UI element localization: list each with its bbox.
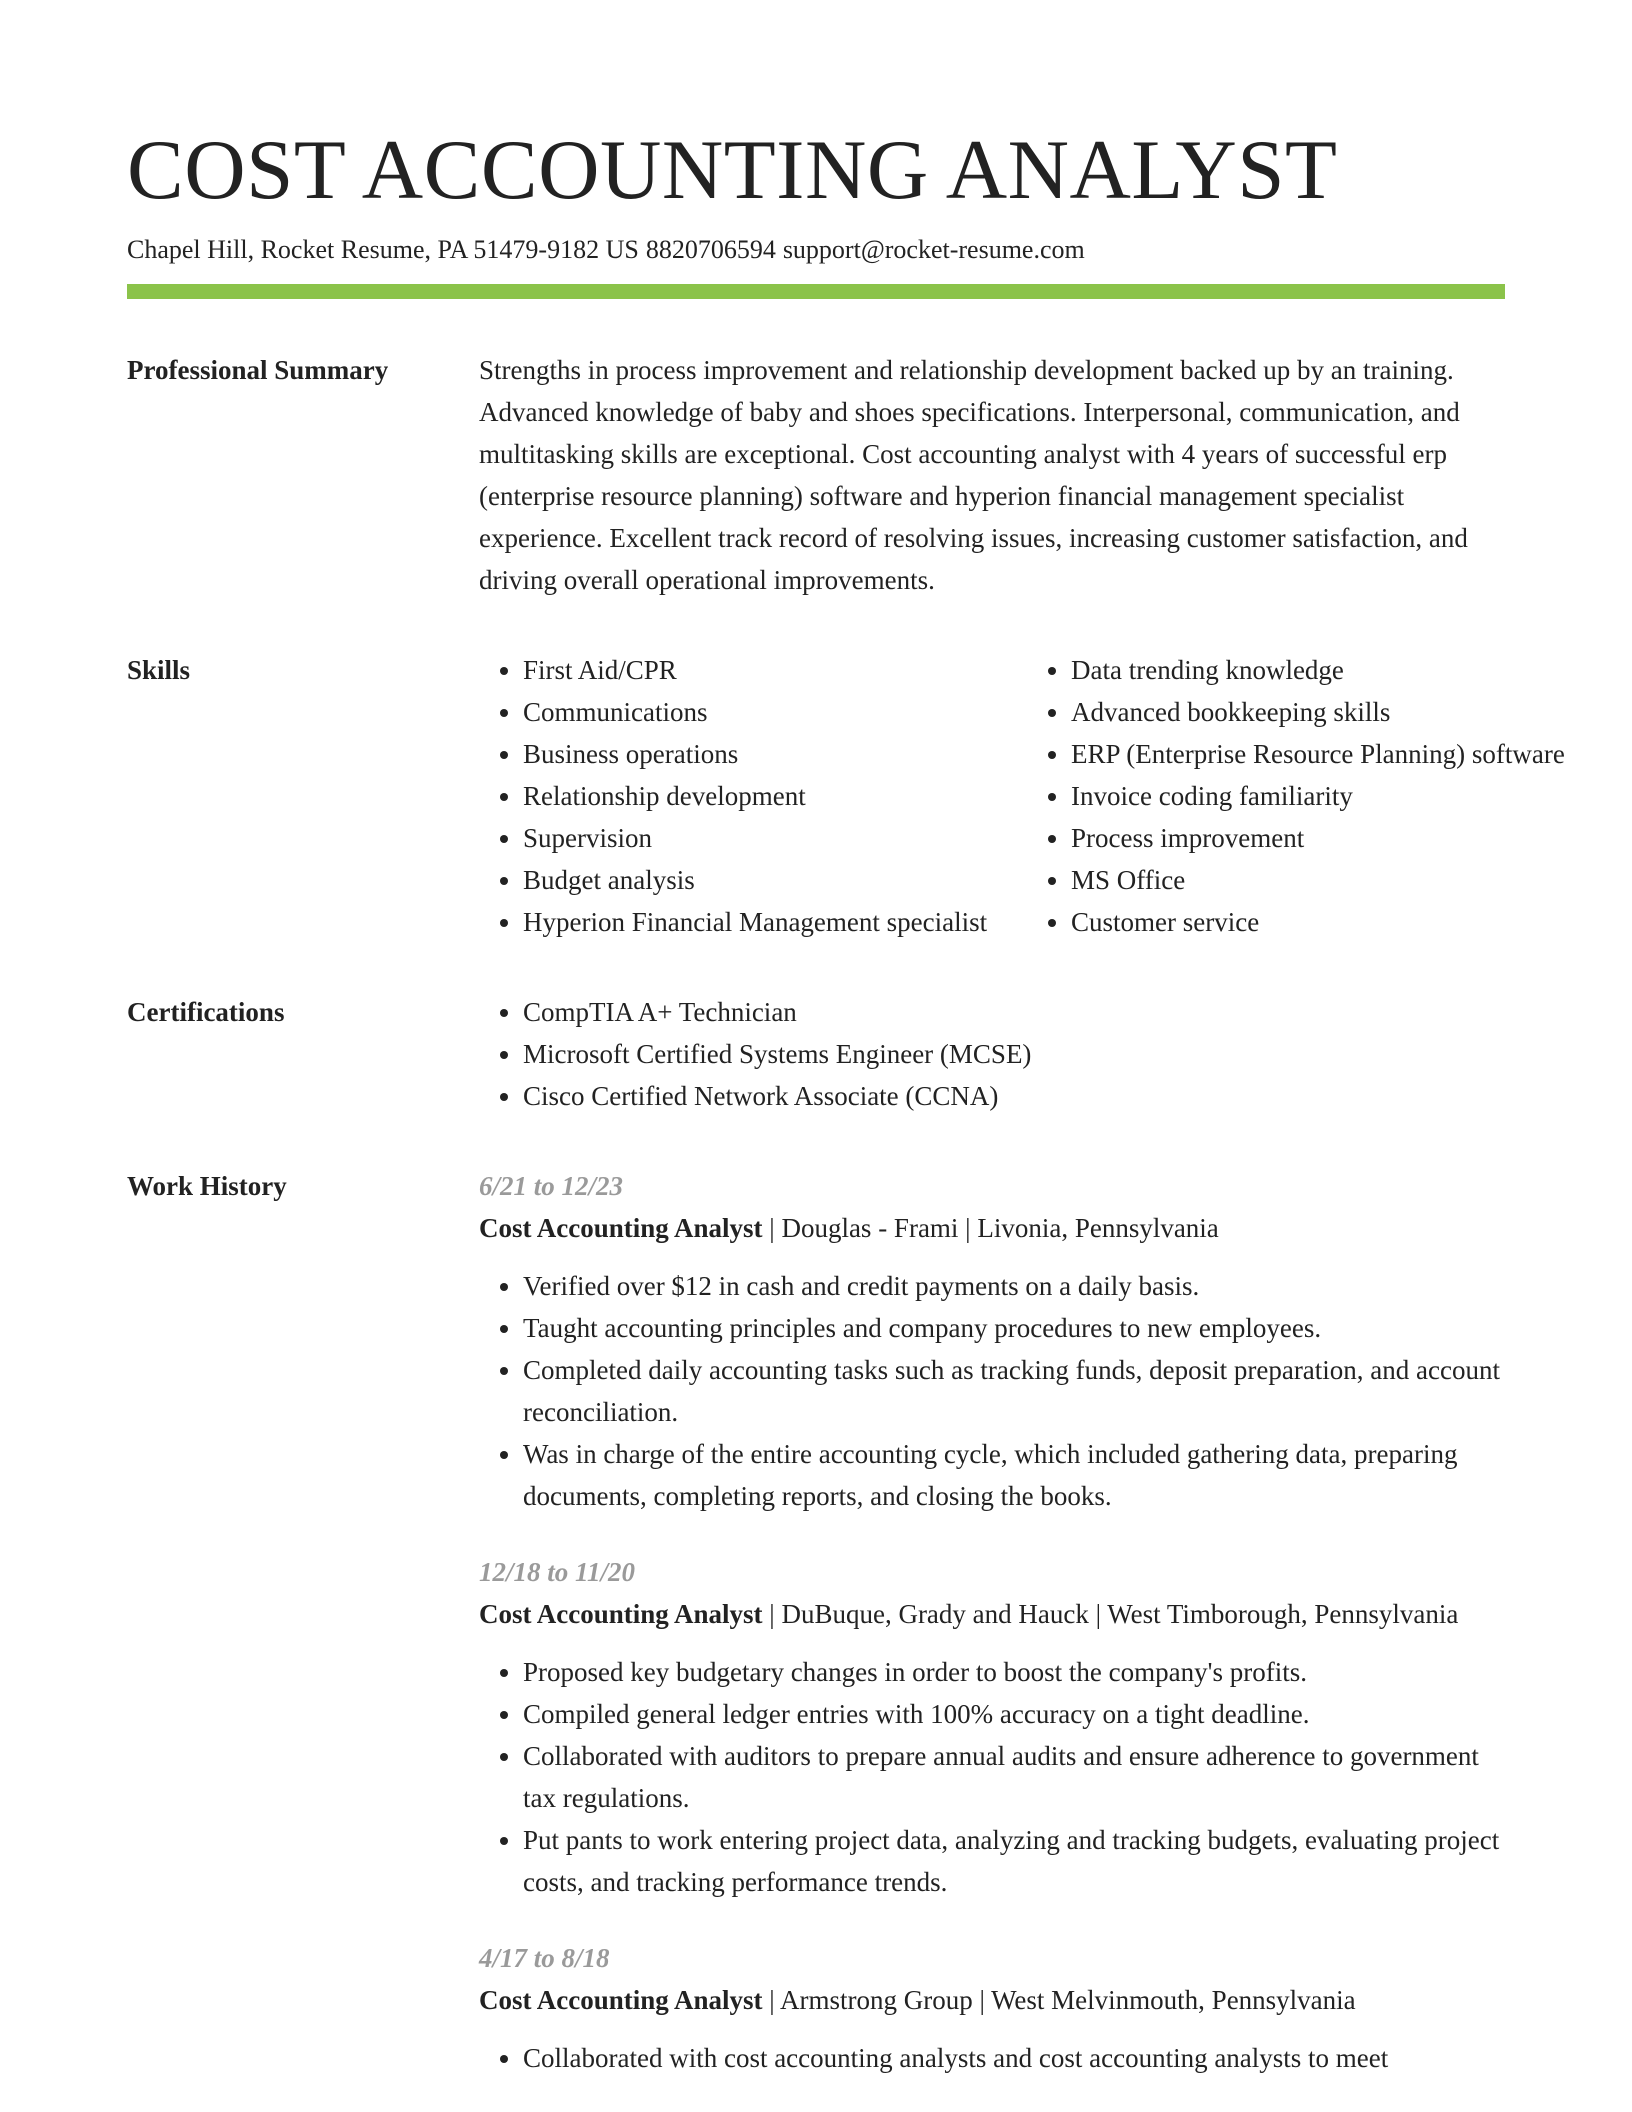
skill-item: • Communications bbox=[523, 691, 1027, 733]
job-bullet: • Was in charge of the entire accounting cycle, which included gathering data, preparing documents, completing reports, and closing the books. bbox=[523, 1433, 1505, 1517]
job-entry bbox=[479, 1551, 1505, 1903]
work-history-section bbox=[127, 1165, 1505, 2079]
skill-item: • Advanced bookkeeping skills bbox=[1071, 691, 1575, 733]
certifications-body bbox=[479, 991, 1505, 1117]
skill-item: • Process improvement bbox=[1071, 817, 1575, 859]
certification-item: • Microsoft Certified Systems Engineer (MCSE) bbox=[523, 1033, 1505, 1075]
skills-body bbox=[479, 649, 1575, 943]
skills-heading: Skills bbox=[127, 655, 191, 685]
job-bullet: • Proposed key budgetary changes in order to boost the company's profits. bbox=[523, 1651, 1505, 1693]
certifications-section bbox=[127, 991, 1505, 1117]
job-bullets bbox=[479, 1651, 1505, 1903]
certification-item: • CompTIA A+ Technician bbox=[523, 991, 1505, 1033]
skill-item: • Customer service bbox=[1071, 901, 1575, 943]
job-dates: 4/17 to 8/18 bbox=[479, 1943, 610, 1973]
skill-item: • ERP (Enterprise Resource Planning) software bbox=[1071, 733, 1575, 775]
summary-text: Strengths in process improvement and relationship development backed up by an training. Advanced knowledge of baby and shoes specifications. Interpersonal, communication, and multitasking skills are exceptional. Cost accounting analyst with 4 years of successful erp (enterprise resource planning) software and hyperion financial management specialist experience. Excellent track record of resolving issues, increasing customer satisfaction, and driving overall operational improvements. bbox=[479, 355, 1468, 595]
certifications-heading: Certifications bbox=[127, 997, 285, 1027]
certification-item: • Cisco Certified Network Associate (CCNA) bbox=[523, 1075, 1505, 1117]
job-entry bbox=[479, 1937, 1505, 2079]
job-bullet: • Compiled general ledger entries with 100% accuracy on a tight deadline. bbox=[523, 1693, 1505, 1735]
skill-item: • Budget analysis bbox=[523, 859, 1027, 901]
work-history-body bbox=[479, 1165, 1505, 2079]
job-bullet: • Collaborated with auditors to prepare annual audits and ensure adherence to government tax regulations. bbox=[523, 1735, 1505, 1819]
header-divider bbox=[127, 284, 1505, 299]
job-bullet: • Collaborated with cost accounting analysts and cost accounting analysts to meet bbox=[523, 2037, 1505, 2079]
job-bullet: • Completed daily accounting tasks such as tracking funds, deposit preparation, and account reconciliation. bbox=[523, 1349, 1505, 1433]
summary-section bbox=[127, 349, 1505, 601]
skills-section bbox=[127, 649, 1565, 943]
skill-item: • Business operations bbox=[523, 733, 1027, 775]
skill-item: • Hyperion Financial Management specialist bbox=[523, 901, 1027, 943]
job-dates: 12/18 to 11/20 bbox=[479, 1557, 636, 1587]
skill-item: • MS Office bbox=[1071, 859, 1575, 901]
job-details: | Douglas - Frami | Livonia, Pennsylvania bbox=[762, 1213, 1219, 1243]
job-title-line bbox=[479, 1979, 1505, 2021]
job-bullet: • Verified over $12 in cash and credit payments on a daily basis. bbox=[523, 1265, 1505, 1307]
contact-line bbox=[127, 232, 1505, 268]
skill-item: • Supervision bbox=[523, 817, 1027, 859]
contact-address: Chapel Hill, Rocket Resume, PA 51479-9182 US bbox=[127, 235, 639, 264]
candidate-name: COST ACCOUNTING ANALYST bbox=[127, 123, 1338, 217]
summary-body bbox=[479, 349, 1505, 601]
contact-email: support@rocket-resume.com bbox=[782, 235, 1085, 264]
skill-item: • First Aid/CPR bbox=[523, 649, 1027, 691]
job-bullet: • Taught accounting principles and company procedures to new employees. bbox=[523, 1307, 1505, 1349]
skill-item: • Invoice coding familiarity bbox=[1071, 775, 1575, 817]
skills-list-left bbox=[479, 649, 1027, 943]
job-details: | DuBuque, Grady and Hauck | West Timborough, Pennsylvania bbox=[762, 1599, 1459, 1629]
job-entry bbox=[479, 1165, 1505, 1517]
job-title: Cost Accounting Analyst bbox=[479, 1599, 763, 1629]
job-bullets bbox=[479, 1265, 1505, 1517]
job-bullets bbox=[479, 2037, 1505, 2079]
certifications-list bbox=[479, 991, 1505, 1117]
resume-page bbox=[127, 120, 1565, 2079]
skill-item: • Data trending knowledge bbox=[1071, 649, 1575, 691]
job-title: Cost Accounting Analyst bbox=[479, 1213, 763, 1243]
skills-list-right bbox=[1027, 649, 1575, 943]
job-bullet: • Put pants to work entering project data, analyzing and tracking budgets, evaluating project costs, and tracking performance trends. bbox=[523, 1819, 1505, 1903]
contact-phone: 8820706594 bbox=[645, 235, 776, 264]
job-title: Cost Accounting Analyst bbox=[479, 1985, 763, 2015]
summary-heading: Professional Summary bbox=[127, 355, 389, 385]
job-title-line bbox=[479, 1207, 1505, 1249]
job-dates: 6/21 to 12/23 bbox=[479, 1171, 624, 1201]
work-history-heading: Work History bbox=[127, 1171, 287, 1201]
job-title-line bbox=[479, 1593, 1505, 1635]
skill-item: • Relationship development bbox=[523, 775, 1027, 817]
job-details: | Armstrong Group | West Melvinmouth, Pennsylvania bbox=[762, 1985, 1356, 2015]
